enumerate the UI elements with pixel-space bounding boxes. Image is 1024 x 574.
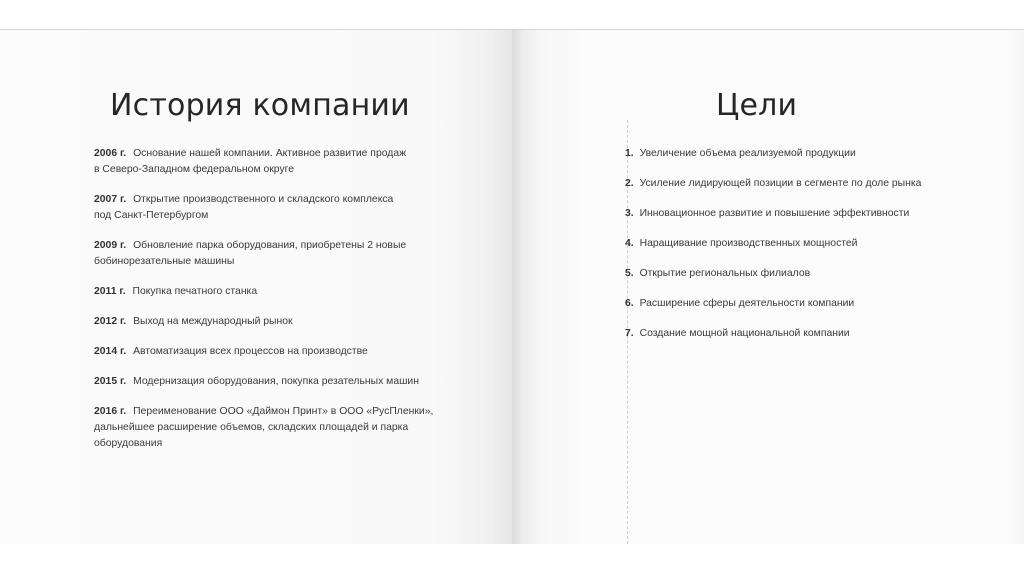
bottom-margin [0,544,1024,574]
goal-number: 5. [625,268,634,279]
history-text-continued: в Северо-Западном федеральном округе [94,164,295,175]
history-text: Автоматизация всех процессов на производстве [133,346,368,357]
history-year: 2015 г. [94,376,127,387]
history-item [94,374,494,390]
history-text: Модернизация оборудования, покупка резательных машин [133,376,419,387]
history-text: Переименование ООО «Даймон Принт» в ООО «РусПленки», [133,406,434,417]
history-item [94,146,494,178]
history-text-continued: под Санкт-Петербургом [94,210,209,221]
history-item [94,192,494,224]
history-text: Обновление парка оборудования, приобретены 2 новые [133,240,407,251]
history-year: 2014 г. [94,346,127,357]
page-edge-shadow [1010,30,1024,544]
history-item [94,284,494,300]
history-text: Покупка печатного станка [132,286,258,297]
goal-number: 7. [625,328,634,339]
history-item [94,314,494,330]
goal-item [625,236,1005,252]
goal-item [625,206,1005,222]
goal-item [625,266,1005,282]
history-year: 2012 г. [94,316,127,327]
history-list [94,146,494,466]
history-year: 2011 г. [94,286,126,297]
goal-number: 6. [625,298,634,309]
goal-text: Усиление лидирующей позиции в сегменте по доле рынка [639,178,922,189]
goal-text: Увеличение объема реализуемой продукции [639,148,856,159]
goals-list [625,146,1005,356]
history-title: История компании [110,88,410,123]
goal-item [625,146,1005,162]
history-year: 2007 г. [94,194,127,205]
goal-number: 2. [625,178,634,189]
goal-text: Расширение сферы деятельности компании [639,298,855,309]
goal-item [625,176,1005,192]
goal-number: 4. [625,238,634,249]
history-year: 2016 г. [94,406,127,417]
history-item [94,238,494,270]
history-text: Основание нашей компании. Активное развитие продаж [133,148,407,159]
history-text: Выход на международный рынок [133,316,293,327]
history-text-continued: бобинорезательные машины [94,256,235,267]
history-text: Открытие производственного и складского комплекса [133,194,394,205]
history-year: 2009 г. [94,240,127,251]
history-text-continued: дальнейшее расширение объемов, складских площадей и парка [94,422,409,433]
history-text-continued: оборудования [94,438,163,449]
goal-number: 3. [625,208,634,219]
goal-text: Инновационное развитие и повышение эффективности [639,208,910,219]
history-item [94,404,494,452]
history-year: 2006 г. [94,148,127,159]
goal-item [625,326,1005,342]
goal-number: 1. [625,148,634,159]
history-item [94,344,494,360]
goal-text: Открытие региональных филиалов [639,268,811,279]
goal-text: Наращивание производственных мощностей [639,238,858,249]
goals-title: Цели [716,88,798,123]
goal-text: Создание мощной национальной компании [639,328,850,339]
goal-item [625,296,1005,312]
